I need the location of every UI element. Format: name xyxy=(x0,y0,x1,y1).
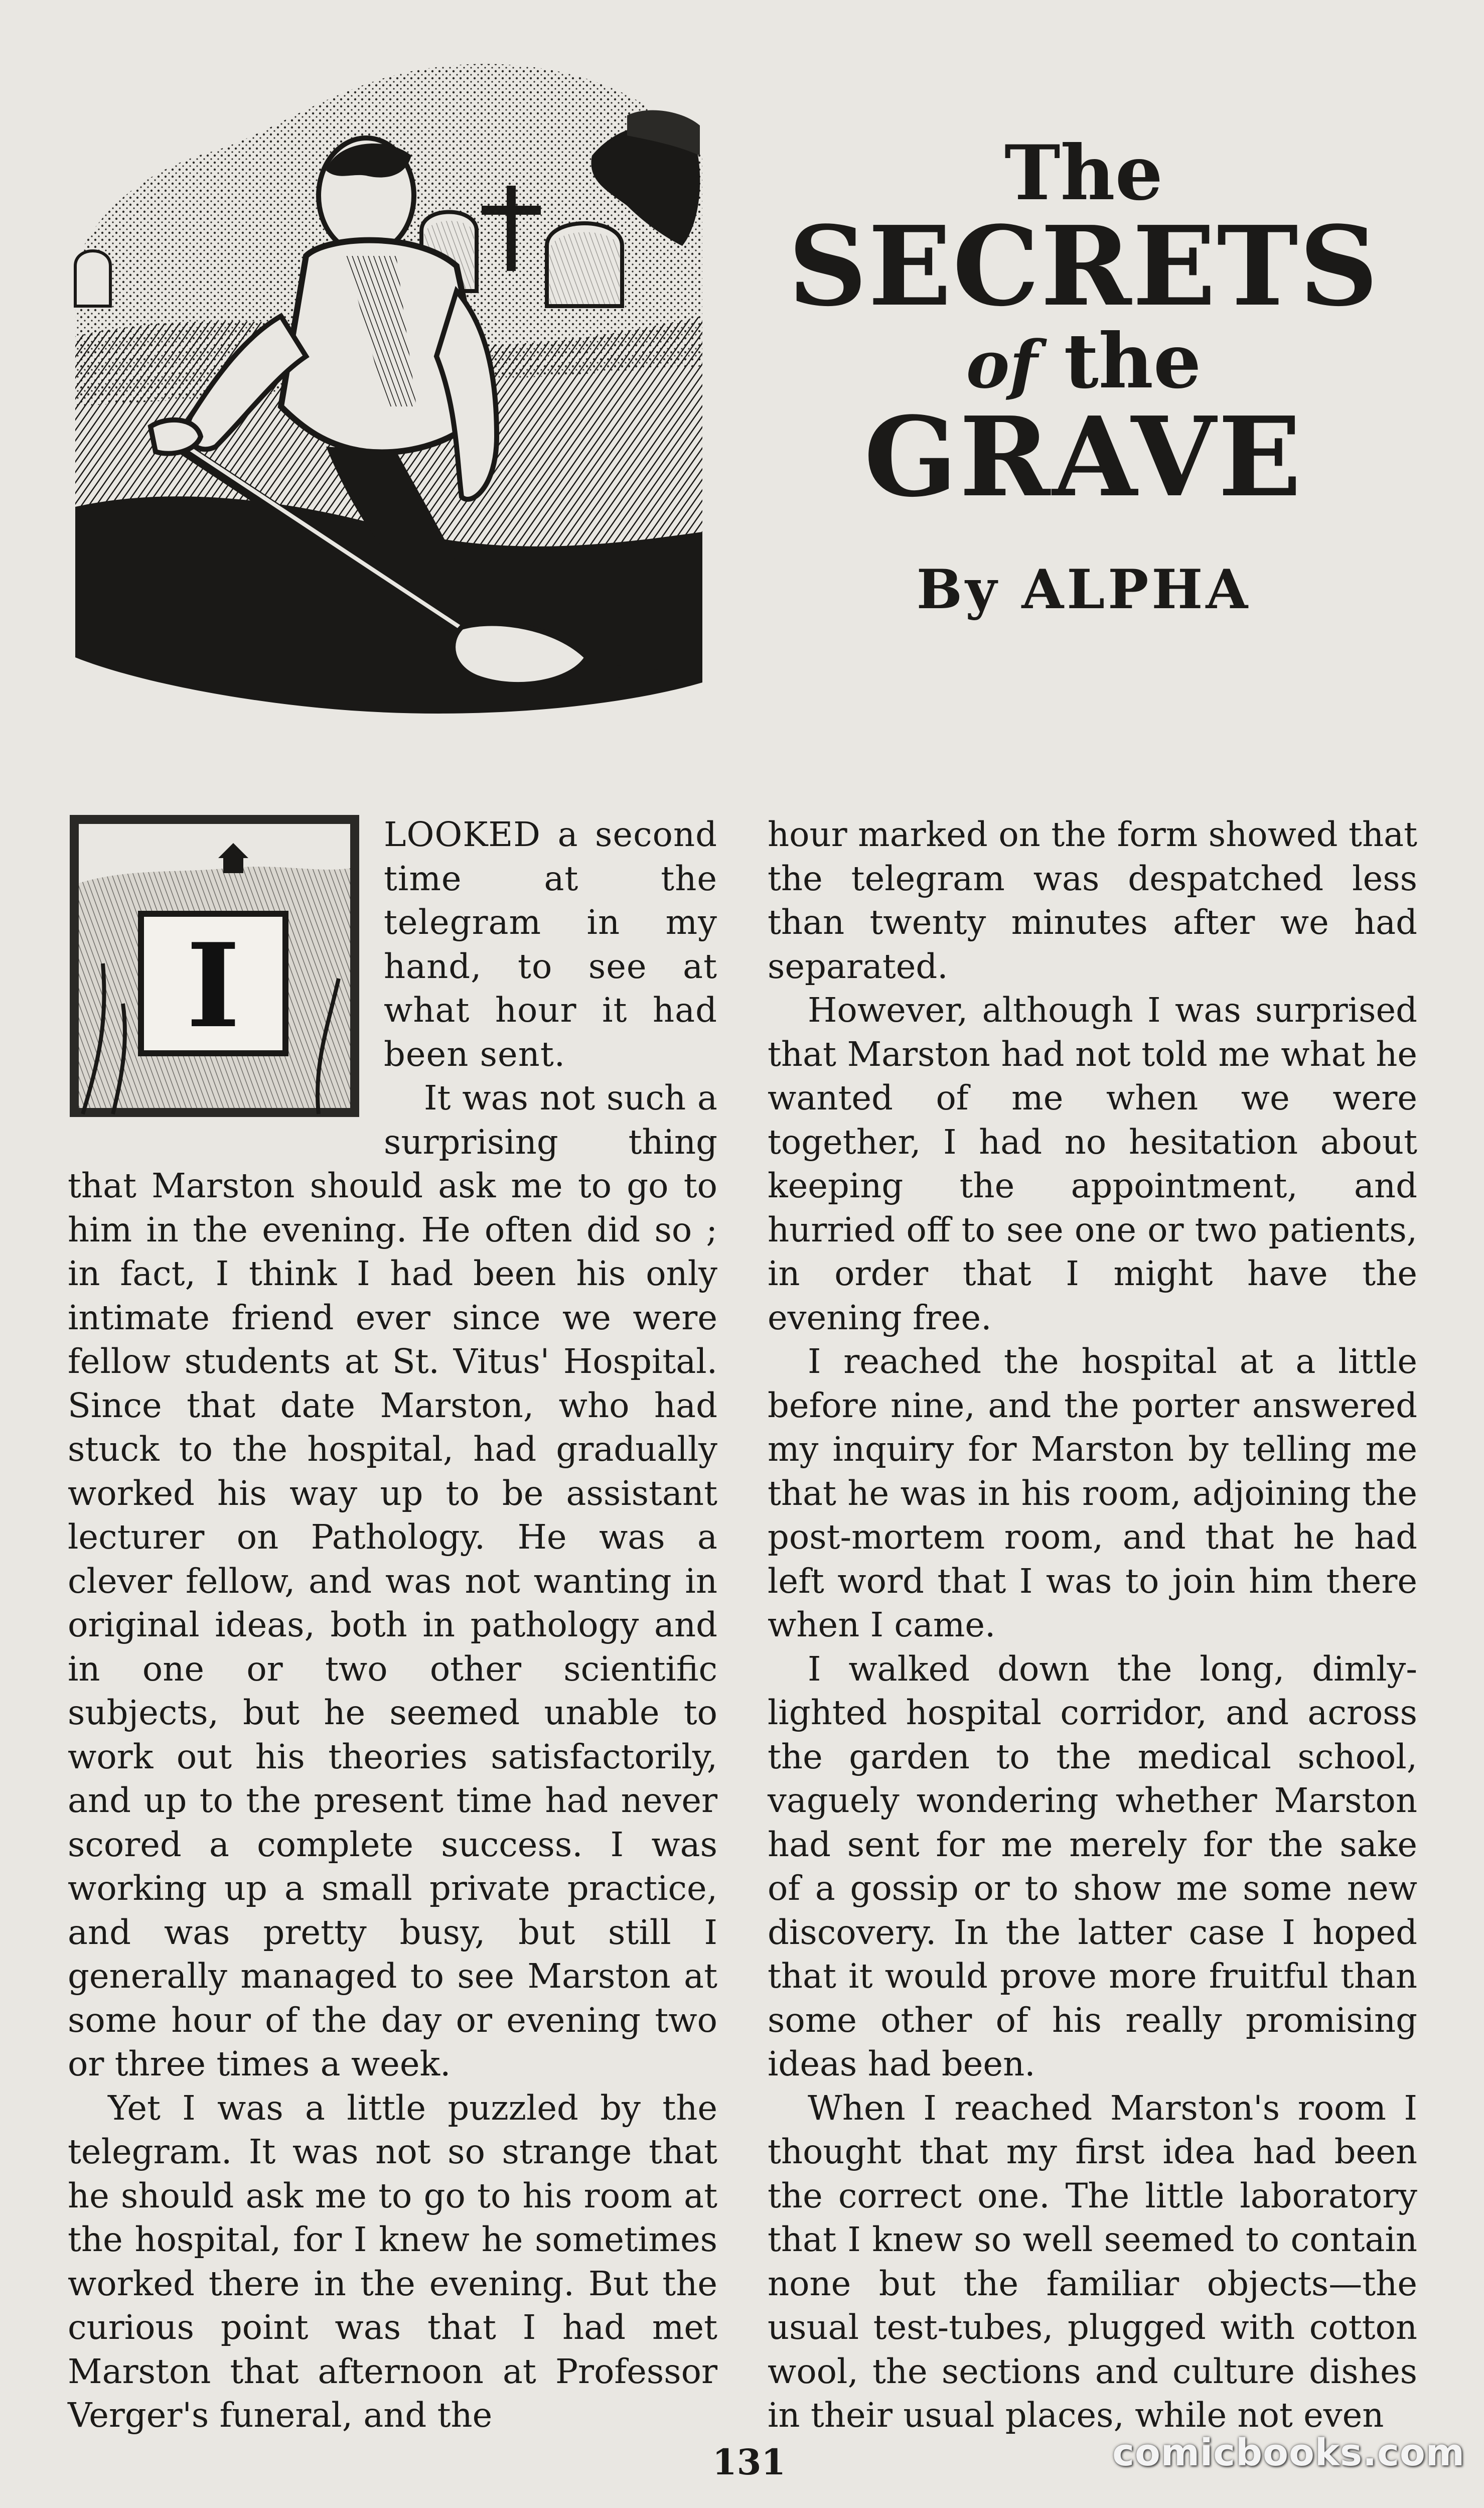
right-paragraph-3: I reached the hospital at a little before nine, and the porter answered my inquiry for Marston by telling me that he was in his room, adjoining the post-mortem room, and that he had left word that I was to join him there when I came. xyxy=(768,1342,1417,1644)
title-line-of-the xyxy=(722,317,1445,406)
left-paragraph-1: LOOKED a second time at the telegram in my hand, to see at what hour it had been sent. xyxy=(384,815,717,1074)
decorative-dropcap xyxy=(68,813,361,1119)
dropcap-letter-i: I xyxy=(186,918,240,1054)
left-paragraph-3: Yet I was a little puzzled by the telegram. It was not so strange that he should ask me to go to his room at the hospital, for I knew he sometimes worked there in the evening. But the curious point was that I had met Marston that afternoon at Professor Verger's funeral, and the xyxy=(68,2088,717,2435)
title-line-grave: GRAVE xyxy=(864,392,1303,521)
right-paragraph-5: When I reached Marston's room I thought that my first idea had been the correct one. The little laboratory that I knew so well seemed to contain none but the familiar objects—the usual test-tubes, plugged with cotton wool, the sections and culture dishes in their usual places, while not even xyxy=(768,2088,1417,2435)
left-paragraph-2: It was not such a surprising thing that Marston should ask me to go to him in the evening. He often did so ; in fact, I think I had been his only intimate friend ever since we were fellow students at St. Vitus' Hospital. Since that date Marston, who had stuck to the hospital, had gradually worked his way up to be assistant lecturer on Pathology. He was a clever fellow, and was not wanting in original ideas, both in pathology and in one or two other scientific subjects, but he seemed unable to work out his theories satisfactorily, and up to the present time had never scored a complete success. I was working up a small private practice, and was pretty busy, but still I generally managed to see Marston at some hour of the day or evening two or three times a week. xyxy=(68,1078,717,2083)
page-number: 131 xyxy=(712,2441,786,2483)
gravedigger-illustration xyxy=(65,55,707,758)
right-paragraph-2: However, although I was surprised that Marston had not told me what he wanted of me when we were together, I had no hesitation about keeping the appointment, and hurried off to see one or two patients, in order that I might have the evening free. xyxy=(768,991,1417,1337)
site-watermark: comicbooks.com xyxy=(1112,2431,1465,2474)
right-paragraph-4: I walked down the long, dimly-lighted hospital corridor, and across the garden to the medical school, vaguely wondering whether Marston had sent for me merely for the sake of a gossip or to show me some new discovery. In the latter case I hoped that it would prove more fruitful than some other of his really promising ideas had been. xyxy=(768,1649,1417,2083)
author-byline: By ALPHA xyxy=(916,558,1251,622)
illustrator-signature: O.H.d xyxy=(612,662,662,682)
right-column xyxy=(768,813,1417,2438)
title-word-of: of xyxy=(966,326,1038,403)
title-block xyxy=(722,129,1445,622)
right-paragraph-1: hour marked on the form showed that the telegram was despatched less than twenty minutes after we had separated. xyxy=(768,815,1417,986)
title-word-the: the xyxy=(1064,317,1202,406)
title-line-secrets: SECRETS xyxy=(788,202,1380,331)
gravedigger-illustration-drawing xyxy=(65,55,707,758)
title-line-the: The xyxy=(1004,129,1163,217)
left-column xyxy=(68,813,717,2438)
